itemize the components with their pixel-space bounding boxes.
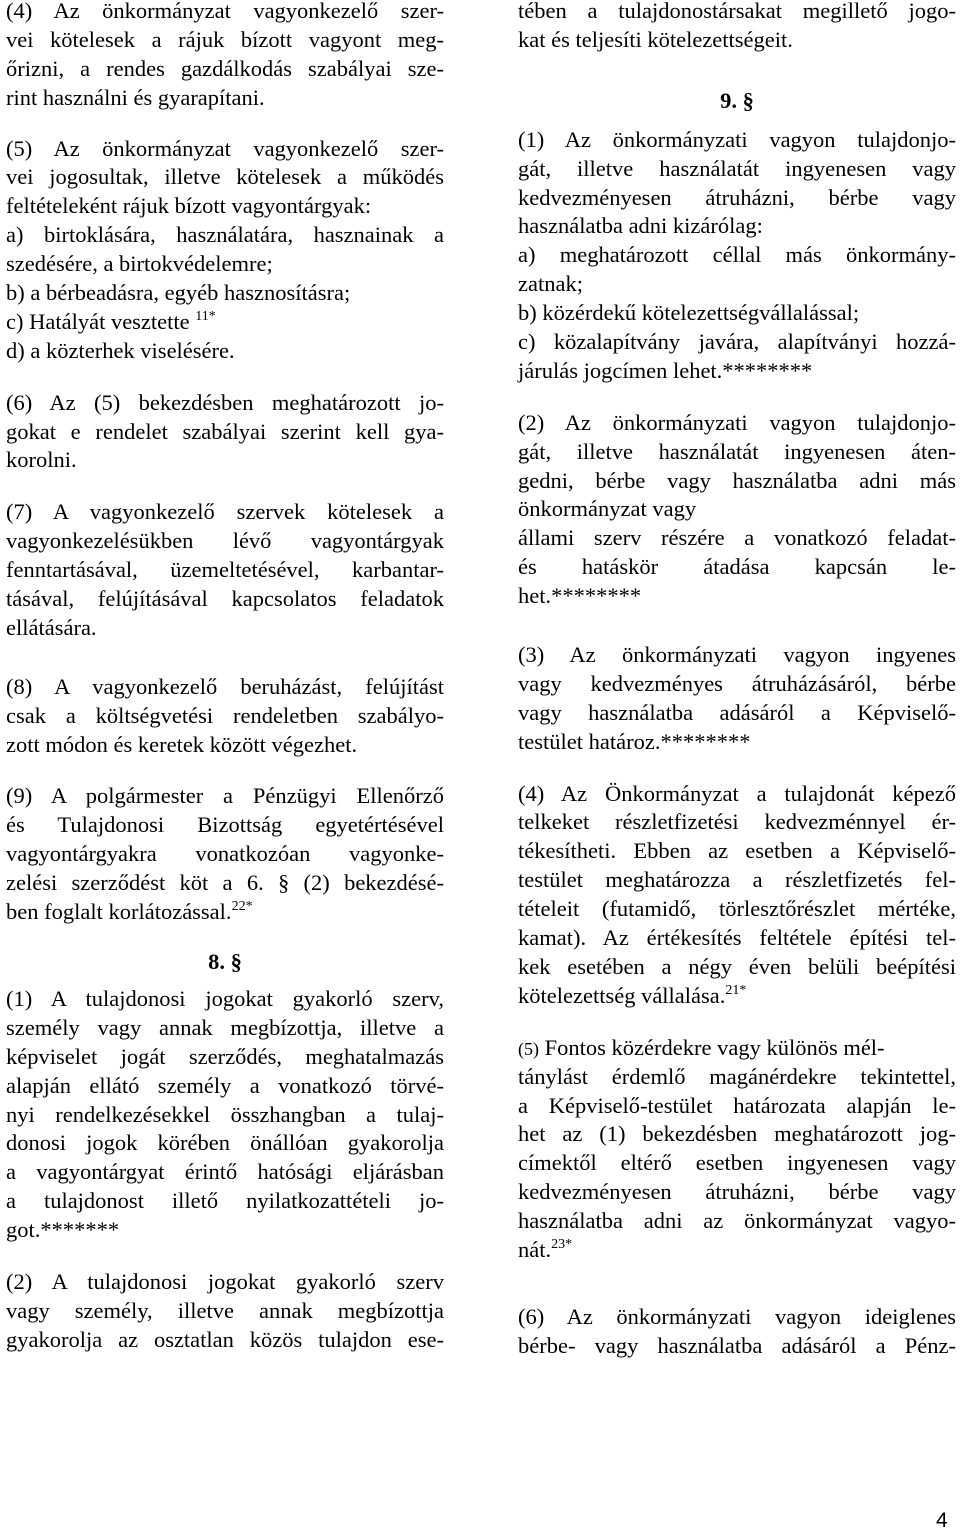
text-line: testület meghatározza a részletfizetés fel- <box>518 867 956 893</box>
text-line: a vagyontárgyat érintő hatósági eljárásban <box>6 1159 444 1185</box>
text-line: gát, illetve használatát ingyenesen vagy <box>518 155 956 181</box>
text-line: (7) A vagyonkezelő szervek kötelesek a <box>6 499 444 525</box>
text-line: a) birtoklására, használatára, hasznainak a <box>6 222 444 248</box>
text-line: tánylást érdemlő magánérdekre tekintettel, <box>518 1063 956 1089</box>
text-line: őrizni, a rendes gazdálkodás szabályai sze- <box>6 55 444 81</box>
text-line: tékesítheti. Ebben az esetben a Képviselő- <box>518 838 956 864</box>
section-heading-8: 8. § <box>208 948 242 974</box>
text-line: ellátására. <box>6 614 97 640</box>
paragraph-6 <box>6 389 444 476</box>
paragraph-4 <box>6 0 444 113</box>
paragraph-7 <box>6 498 444 642</box>
text-line: állami szerv részére a vonatkozó feladat- <box>518 525 956 551</box>
footnote-marker: 11* <box>195 308 216 324</box>
footnote-marker: 22* <box>231 899 253 915</box>
text-line: és Tulajdonosi Bizottság egyetértésével <box>6 812 444 838</box>
text-line: a Képviselő-testület határozata alapján le- <box>518 1092 956 1118</box>
text-line <box>6 898 444 927</box>
text-line: személy vagy annak megbízottja, illetve a <box>6 1014 444 1040</box>
section-9-paragraph-3 <box>518 641 956 757</box>
section-9-paragraph-5 <box>518 1034 956 1265</box>
text-line: korolni. <box>6 447 77 473</box>
text-line: gyakorolja az osztatlan közös tulajdon ese- <box>6 1326 444 1352</box>
text-line: (4) Az Önkormányzat a tulajdonát képező <box>518 780 956 806</box>
text-line: zott módon és keretek között végezhet. <box>6 731 358 757</box>
text-line: (8) A vagyonkezelő beruházást, felújítást <box>6 673 444 699</box>
text-line: (1) A tulajdonosi jogokat gyakorló szerv, <box>6 985 444 1011</box>
text-line: c) közalapítvány javára, alapítványi hozzá- <box>518 329 956 355</box>
text-line <box>6 308 444 337</box>
text-line: zelési szerződést köt a 6. § (2) bekezdésé- <box>6 870 444 896</box>
footnote-marker: 23* <box>551 1236 573 1252</box>
text-line: fenntartásával, üzemeltetésével, karbantar- <box>6 557 444 583</box>
repealed-item-text: c) Hatályát vesztette <box>6 308 196 334</box>
section-9-paragraph-4 <box>518 780 956 1011</box>
text-line <box>518 982 956 1011</box>
text-line: testület határoz.******** <box>518 728 751 754</box>
text-line: b) a bérbeadásra, egyéb hasznosításra; <box>6 280 351 306</box>
text-line: és hatáskör átadása kapcsán le- <box>518 554 956 580</box>
text-line: gát, illetve használatát ingyenesen áten- <box>518 438 956 464</box>
text-segment: nát. <box>518 1236 552 1262</box>
text-line: het az (1) bekezdésben meghatározott jog- <box>518 1121 956 1147</box>
text-line: kedvezményesen átruházni, bérbe vagy <box>518 1179 956 1205</box>
text-segment: kötelezettség vállalása. <box>518 982 726 1008</box>
text-line: feltételeként rájuk bízott vagyontárgyak: <box>6 193 372 219</box>
text-line: (1) Az önkormányzati vagyon tulajdonjo- <box>518 126 956 152</box>
section-9-paragraph-6 <box>518 1303 956 1361</box>
text-line: vagyonkezelésükben lévő vagyontárgyak <box>6 528 444 554</box>
paragraph-9 <box>6 782 444 926</box>
text-line: szedésére, a birtokvédelemre; <box>6 251 273 277</box>
text-line: vagy személy, illetve annak megbízottja <box>6 1297 444 1323</box>
text-line: (6) Az (5) bekezdésben meghatározott jo- <box>6 389 444 415</box>
text-line: b) közérdekű kötelezettségvállalással; <box>518 300 860 326</box>
right-column <box>518 0 956 1361</box>
text-line: d) a közterhek viselésére. <box>6 337 235 363</box>
text-line: vagy használatba adásáról a Képviselő- <box>518 699 956 725</box>
paragraph-5 <box>6 135 444 366</box>
text-line: kedvezményesen átruházni, bérbe vagy <box>518 184 956 210</box>
text-line <box>518 1034 956 1063</box>
text-line: alapján ellátó személy a vonatkozó törvé- <box>6 1072 444 1098</box>
text-line: (3) Az önkormányzati vagyon ingyenes <box>518 642 956 668</box>
text-line: kat és teljesíti kötelezettségeit. <box>518 26 793 52</box>
text-line: nyi rendelkezésekkel összhangban a tulaj- <box>6 1101 444 1127</box>
text-line: zatnak; <box>518 271 583 297</box>
text-line: önkormányzat vagy <box>518 496 697 522</box>
section-9-paragraph-1 <box>518 126 956 386</box>
text-line: járulás jogcímen lehet.******** <box>518 357 813 383</box>
paragraph-number: (5) <box>518 1038 539 1059</box>
text-line: a) meghatározott céllal más önkormány- <box>518 242 956 268</box>
text-line: használatba adni az önkormányzat vagyo- <box>518 1208 956 1234</box>
text-line: csak a költségvetési rendeletben szabályo- <box>6 702 444 728</box>
text-line: (2) A tulajdonosi jogokat gyakorló szerv <box>6 1268 444 1294</box>
text-line: got.******* <box>6 1217 120 1243</box>
text-line: telkeket részletfizetési kedvezménnyel ér- <box>518 809 956 835</box>
text-line: használatba adni kizárólag: <box>518 213 763 239</box>
text-line: (2) Az önkormányzati vagyon tulajdonjo- <box>518 409 956 435</box>
text-line: vei jogosultak, illetve kötelesek a működés <box>6 164 444 190</box>
text-line: kek esetében a négy éven belüli beépítési <box>518 953 956 979</box>
text-line: tében a tulajdonostársakat megillető jogo- <box>518 0 956 23</box>
text-line: bérbe- vagy használatba adásáról a Pénz- <box>518 1332 956 1358</box>
section-8-paragraph-2 <box>6 1268 444 1355</box>
text-line: vagyontárgyakra vonatkozóan vagyonke- <box>6 841 444 867</box>
text-line: (6) Az önkormányzati vagyon ideiglenes <box>518 1303 956 1329</box>
text-line: het.******** <box>518 583 642 609</box>
text-line: gokat e rendelet szabályai szerint kell gya- <box>6 418 444 444</box>
continued-paragraph <box>518 0 956 55</box>
section-heading-9: 9. § <box>720 87 754 113</box>
text-line <box>518 1236 956 1265</box>
text-line: tételeit (futamidő, törlesztőrészlet mértéke, <box>518 896 956 922</box>
text-segment: ben foglalt korlátozással. <box>6 899 232 925</box>
text-line: rint használni és gyarapítani. <box>6 84 265 110</box>
paragraph-8 <box>6 673 444 760</box>
text-line: (9) A polgármester a Pénzügyi Ellenőrző <box>6 783 444 809</box>
page-number: 4 <box>936 1509 948 1532</box>
text-line: (5) Az önkormányzat vagyonkezelő szer- <box>6 135 444 161</box>
footnote-marker: 21* <box>725 982 747 998</box>
section-8-paragraph-1 <box>6 985 444 1245</box>
text-line: vagy kedvezményes átruházásáról, bérbe <box>518 670 956 696</box>
text-line: (4) Az önkormányzat vagyonkezelő szer- <box>6 0 444 23</box>
text-segment: Fontos közérdekre vagy különös mél- <box>539 1034 885 1060</box>
text-line: gedni, bérbe vagy használatba adni más <box>518 467 956 493</box>
text-line: kamat). Az értékesítés feltétele építési tel- <box>518 925 956 951</box>
text-line: képviselet jogát szerződés, meghatalmazás <box>6 1043 444 1069</box>
text-line: tásával, felújításával kapcsolatos feladatok <box>6 586 444 612</box>
left-column <box>6 0 444 1355</box>
text-line: vei kötelesek a rájuk bízott vagyont meg- <box>6 26 444 52</box>
section-9-paragraph-2 <box>518 409 956 611</box>
text-line: donosi jogok körében önállóan gyakorolja <box>6 1130 444 1156</box>
text-line: címektől eltérő esetben ingyenesen vagy <box>518 1150 956 1176</box>
text-line: a tulajdonost illető nyilatkozattételi jo- <box>6 1188 444 1214</box>
